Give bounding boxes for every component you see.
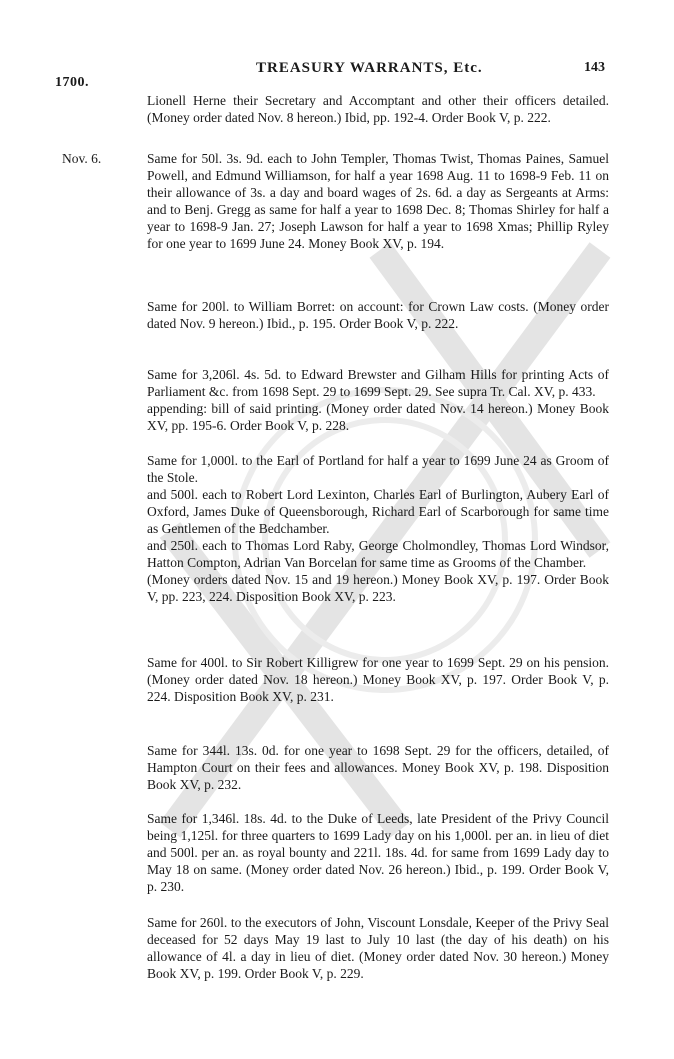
entry-paragraph: Same for 1,346l. 18s. 4d. to the Duke of Leeds, late President of the Privy Council being 1,125l. for three quarters to 1699 Lady day on his 1,000l. per an. in lieu of diet and 500l. per an. as royal bounty and 221l. 18s. 4d. for same from 1699 Lady day to May 18 on same. (Money order dated Nov. 26 hereon.) Ibid., p. 199. Order Book V, p. 230. <box>147 811 609 894</box>
margin-date: Nov. 6. <box>62 151 102 166</box>
entry-0 <box>147 92 609 126</box>
entry-paragraph: and 250l. each to Thomas Lord Raby, George Cholmondley, Thomas Lord Windsor, Hatton Compton, Adrian Van Borcelan for same time as Grooms of the Chamber. <box>147 538 609 570</box>
entry-paragraph: Same for 200l. to William Borret: on account: for Crown Law costs. (Money order dated Nov. 9 hereon.) Ibid., p. 195. Order Book V, p. 222. <box>147 299 609 331</box>
entry-5 <box>147 654 609 705</box>
entry-1 <box>147 150 609 252</box>
entry-paragraph: appending: bill of said printing. (Money order dated Nov. 14 hereon.) Money Book XV, pp. 195-6. Order Book V, p. 228. <box>147 401 609 433</box>
entry-paragraph: and 500l. each to Robert Lord Lexinton, Charles Earl of Burlington, Aubery Earl of Oxford, James Duke of Queensborough, Richard Earl of Scarborough for same time as Gentlemen of the Bedchamber. <box>147 487 609 536</box>
page-header <box>0 0 674 90</box>
entry-paragraph: Lionell Herne their Secretary and Accomptant and other their officers detailed. (Money order dated Nov. 8 hereon.) Ibid, pp. 192-4. Order Book V, p. 222. <box>147 93 609 125</box>
entry-paragraph: Same for 3,206l. 4s. 5d. to Edward Brewster and Gilham Hills for printing Acts of Parliament &c. from 1698 Sept. 29 to 1699 Sept. 29. See supra Tr. Cal. XV, p. 433. <box>147 367 609 399</box>
entry-paragraph: Same for 1,000l. to the Earl of Portland for half a year to 1699 June 24 as Groom of the Stole. <box>147 453 609 485</box>
entry-paragraph: Same for 344l. 13s. 0d. for one year to 1698 Sept. 29 for the officers, detailed, of Hampton Court on their fees and allowances. Money Book XV, p. 198. Disposition Book XV, p. 232. <box>147 743 609 792</box>
entry-paragraph: (Money orders dated Nov. 15 and 19 hereon.) Money Book XV, p. 197. Order Book V, pp. 223, 224. Disposition Book XV, p. 223. <box>147 572 609 604</box>
entry-2 <box>147 298 609 332</box>
entry-6 <box>147 742 609 793</box>
margin-year: 1700. <box>55 75 89 90</box>
page-number: 143 <box>584 60 605 75</box>
entry-8 <box>147 914 609 982</box>
entry-paragraph: Same for 260l. to the executors of John, Viscount Lonsdale, Keeper of the Privy Seal deceased for 52 days May 19 last to July 10 last (the day of his death) on his allowance of 4l. a day in lieu of diet. (Money order dated Nov. 30 hereon.) Money Book XV, p. 199. Order Book V, p. 229. <box>147 915 609 981</box>
entry-paragraph: Same for 50l. 3s. 9d. each to John Templer, Thomas Twist, Thomas Paines, Samuel Powell, and Edmund Williamson, for half a year 1698 Aug. 11 to 1698-9 Feb. 11 on their allowance of 3s. a day and board wages of 2s. 6d. a day as Sergeants at Arms: and to Benj. Gregg as same for half a year to 1698 Dec. 8; Thomas Shirley for half a year to 1698-9 Jan. 27; Joseph Lawson for half a year to 1698 Xmas; Phillip Ryley for one year to 1699 June 24. Money Book XV, p. 194. <box>147 151 609 251</box>
running-title: TREASURY WARRANTS, Etc. <box>256 60 483 76</box>
entry-paragraph: Same for 400l. to Sir Robert Killigrew for one year to 1699 Sept. 29 on his pension. (Money order dated Nov. 18 hereon.) Money Book XV, p. 197. Order Book V, p. 224. Disposition Book XV, p. 231. <box>147 655 609 704</box>
entry-7 <box>147 810 609 895</box>
entry-3 <box>147 366 609 434</box>
entry-4 <box>147 452 609 605</box>
